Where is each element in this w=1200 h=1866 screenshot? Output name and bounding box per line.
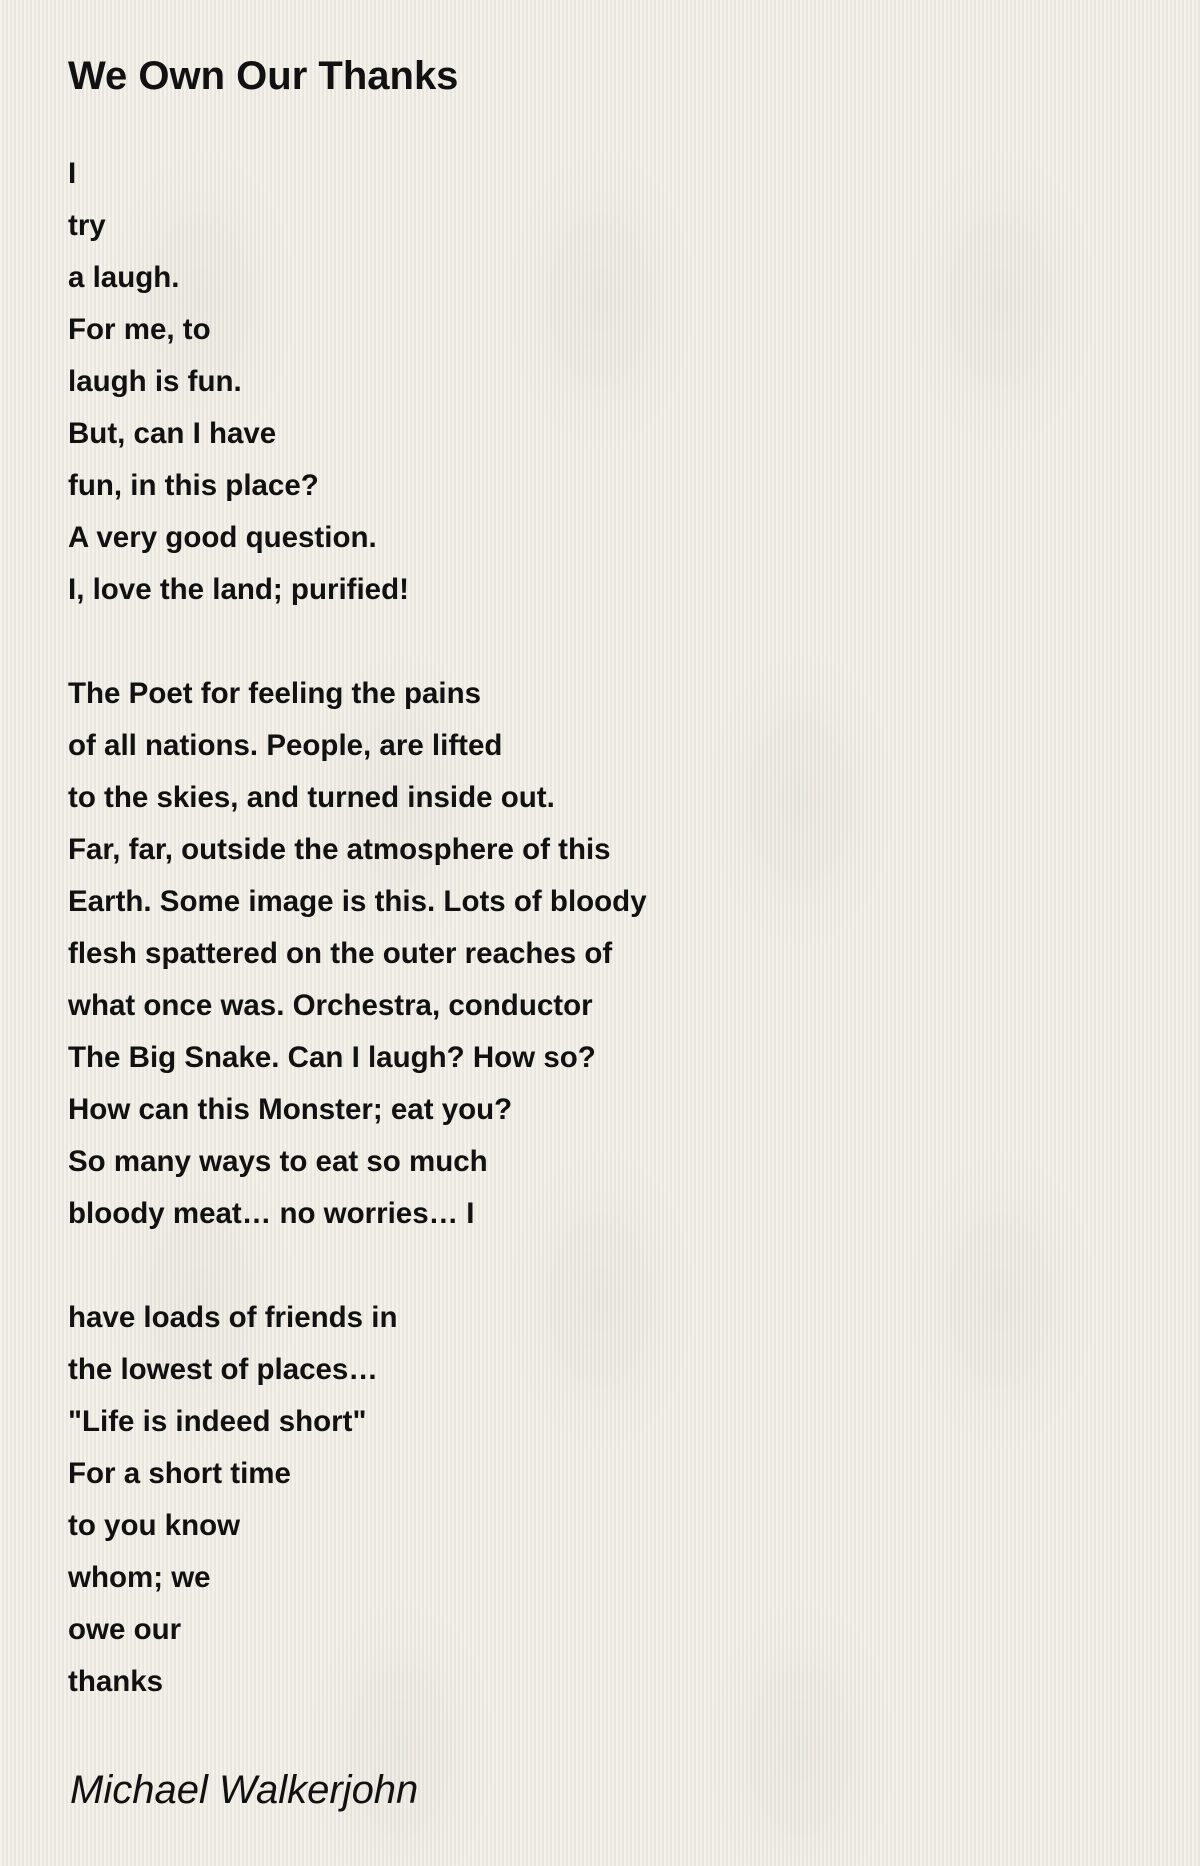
poem-line: thanks [68, 1665, 164, 1698]
poem-line: flesh spattered on the outer reaches of [68, 937, 613, 970]
poem-line: "Life is indeed short" [68, 1405, 367, 1438]
poem-line: owe our [68, 1613, 182, 1646]
poem-line: to you know [68, 1509, 241, 1542]
poem-line: try [68, 209, 106, 242]
poem-line: of all nations. People, are lifted [68, 729, 503, 762]
poem-line: But, can I have [68, 417, 277, 450]
poem-line: the lowest of places… [68, 1353, 378, 1386]
poem-line: The Poet for feeling the pains [68, 677, 482, 710]
poem-line: Far, far, outside the atmosphere of this [68, 833, 611, 866]
poem-line: what once was. Orchestra, conductor [68, 989, 593, 1022]
poem-line: For a short time [68, 1457, 291, 1490]
poem-line: For me, to [68, 313, 211, 346]
poem-stanza [68, 148, 647, 616]
poem-line: A very good question. [68, 521, 377, 554]
poem-line: bloody meat… no worries… I [68, 1197, 475, 1230]
poem-line: I, love the land; purified! [68, 573, 409, 606]
poem-author: Michael Walkerjohn [70, 1768, 419, 1812]
poem-body [68, 148, 647, 1760]
poem-line: a laugh. [68, 261, 180, 294]
poem-line: Earth. Some image is this. Lots of bloody [68, 885, 647, 918]
poem-line: So many ways to eat so much [68, 1145, 488, 1178]
poem-title: We Own Our Thanks [68, 54, 459, 98]
poem-line: have loads of friends in [68, 1301, 398, 1334]
poem-line: whom; we [68, 1561, 211, 1594]
poem-stanza [68, 668, 647, 1240]
poem-stanza [68, 1292, 647, 1708]
poem-line: to the skies, and turned inside out. [68, 781, 555, 814]
poem-line: I [68, 157, 77, 190]
poem-line: The Big Snake. Can I laugh? How so? [68, 1041, 596, 1074]
poem-line: laugh is fun. [68, 365, 242, 398]
poem-line: fun, in this place? [68, 469, 319, 502]
poem-line: How can this Monster; eat you? [68, 1093, 513, 1126]
